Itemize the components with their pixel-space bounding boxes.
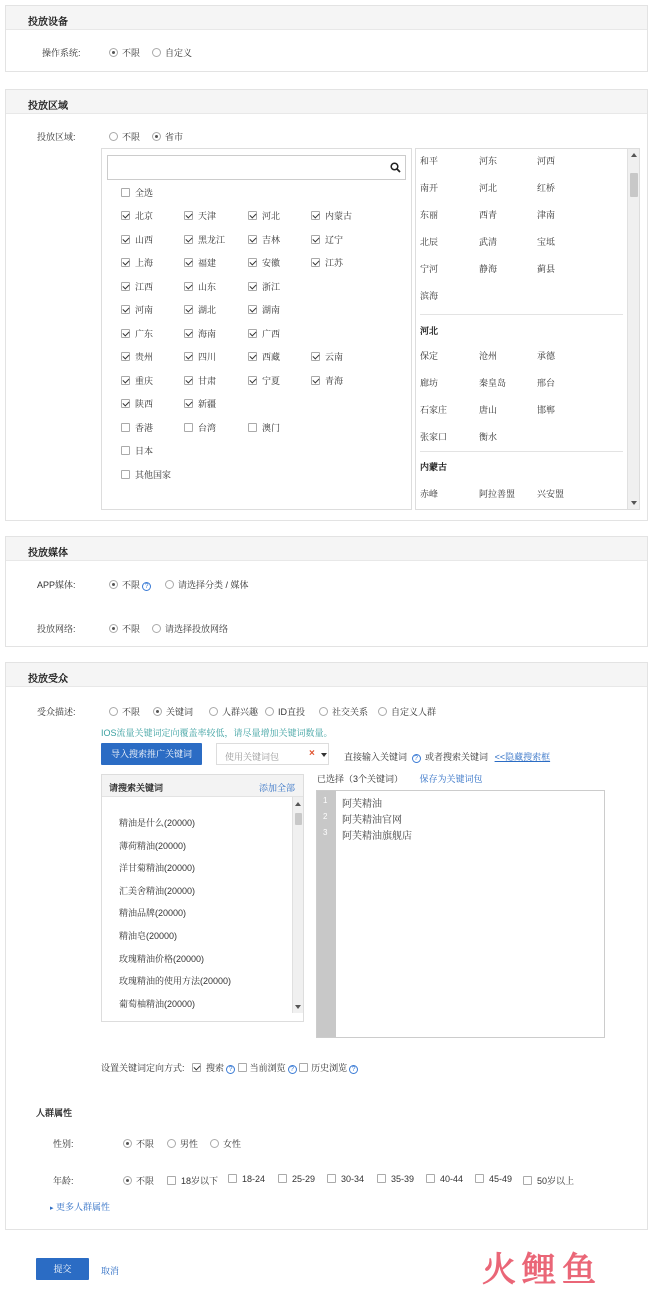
province-checkbox[interactable]: 福建 <box>184 256 216 269</box>
city-scroll-thumb[interactable] <box>630 173 638 197</box>
app-option-unlimited[interactable]: 不限 ? <box>109 578 151 591</box>
gender-option[interactable]: 男性 <box>167 1137 198 1150</box>
age-option[interactable]: 30-34 <box>327 1174 364 1184</box>
select-all[interactable]: 全选 <box>121 186 153 199</box>
gender-label: 性别: <box>53 1139 74 1149</box>
more-attrs-link[interactable]: ▸ 更多人群属性 <box>50 1202 111 1212</box>
age-option[interactable]: 18-24 <box>228 1174 265 1184</box>
province-checkbox[interactable]: 海南 <box>184 327 216 340</box>
audience-option[interactable]: 自定义人群 <box>378 705 436 718</box>
province-checkbox[interactable]: 澳门 <box>248 421 280 434</box>
cancel-link[interactable]: 取消 <box>101 1266 120 1276</box>
keyword-item[interactable]: 玫瑰精油的使用方法(20000) <box>119 976 232 987</box>
city-item[interactable]: 河西 <box>537 156 556 166</box>
city-group-title: 河北 <box>420 326 439 336</box>
city-item[interactable]: 兴安盟 <box>537 489 565 499</box>
os-option-custom[interactable]: 自定义 <box>152 46 192 59</box>
province-checkbox[interactable]: 河北 <box>248 209 280 222</box>
keyword-pack-select[interactable] <box>216 743 329 765</box>
city-box <box>415 148 640 510</box>
keyword-scroll-thumb[interactable] <box>295 813 302 825</box>
keyword-scrollbar[interactable] <box>292 797 303 1013</box>
city-item[interactable]: 邯郸 <box>537 405 556 415</box>
province-checkbox[interactable]: 内蒙古 <box>311 209 352 222</box>
keyword-panel-header <box>102 775 303 797</box>
hide-search-link[interactable]: <<隐藏搜索框 <box>494 752 551 762</box>
radio-icon <box>152 132 161 141</box>
device-section <box>5 5 648 72</box>
province-checkbox[interactable]: 甘肃 <box>184 374 216 387</box>
city-scrollbar[interactable] <box>627 149 639 509</box>
city-item[interactable]: 沧州 <box>479 351 498 361</box>
province-box <box>101 148 412 510</box>
city-item[interactable]: 衡水 <box>479 432 498 442</box>
city-item[interactable]: 红桥 <box>537 183 556 193</box>
keyword-search-panel <box>101 774 304 1022</box>
province-checkbox[interactable]: 云南 <box>311 350 343 363</box>
help-icon[interactable]: ? <box>288 1065 297 1074</box>
radio-icon <box>109 624 118 633</box>
city-item[interactable]: 赤峰 <box>420 489 439 499</box>
age-option[interactable]: 35-39 <box>377 1174 414 1184</box>
radio-icon <box>152 48 161 57</box>
mode-search[interactable]: 搜索 ? <box>192 1063 235 1073</box>
net-option-unlimited[interactable]: 不限 <box>109 622 140 635</box>
province-checkbox[interactable]: 青海 <box>311 374 343 387</box>
province-checkbox[interactable]: 上海 <box>121 256 153 269</box>
selected-keyword[interactable]: 阿芙精油旗舰店 <box>342 831 412 842</box>
keyword-mode-row <box>101 1061 358 1074</box>
age-option[interactable]: 不限 <box>123 1174 154 1187</box>
divider <box>420 314 623 315</box>
city-item[interactable]: 邢台 <box>537 378 556 388</box>
radio-icon <box>152 624 161 633</box>
city-item[interactable]: 和平 <box>420 156 439 166</box>
province-checkbox[interactable]: 江西 <box>121 280 153 293</box>
line-number: 1 <box>323 796 328 805</box>
selected-title: 已选择（3个关键词） <box>317 774 404 784</box>
region-section-title: 投放区域 <box>6 90 647 114</box>
city-group-title: 内蒙古 <box>420 462 448 472</box>
province-checkbox[interactable]: 安徽 <box>248 256 280 269</box>
city-item[interactable]: 河东 <box>479 156 498 166</box>
city-item[interactable]: 西青 <box>479 210 498 220</box>
clear-icon[interactable]: × <box>309 748 315 759</box>
audience-option[interactable]: 社交关系 <box>319 705 368 718</box>
keyword-item[interactable]: 薄荷精油(20000) <box>119 840 187 851</box>
province-checkbox[interactable]: 辽宁 <box>311 233 343 246</box>
province-checkbox[interactable]: 贵州 <box>121 350 153 363</box>
city-item[interactable]: 宝坻 <box>537 237 556 247</box>
province-checkbox[interactable]: 山东 <box>184 280 216 293</box>
city-item[interactable]: 廊坊 <box>420 378 439 388</box>
keyword-panel-title: 请搜索关键词 <box>109 783 164 793</box>
province-checkbox[interactable]: 山西 <box>121 233 153 246</box>
city-item[interactable]: 河北 <box>479 183 498 193</box>
province-checkbox[interactable]: 四川 <box>184 350 216 363</box>
city-item[interactable]: 津南 <box>537 210 556 220</box>
city-item[interactable]: 石家庄 <box>420 405 448 415</box>
mode-current[interactable]: 当前浏览 ? <box>238 1063 297 1073</box>
province-checkbox[interactable]: 日本 <box>121 444 153 457</box>
mode-label: 设置关键词定向方式: <box>101 1063 185 1073</box>
province-checkbox[interactable]: 广东 <box>121 327 153 340</box>
age-option[interactable]: 50岁以上 <box>523 1174 574 1187</box>
audience-section <box>5 662 648 1230</box>
region-label: 投放区域: <box>37 132 76 142</box>
age-label: 年龄: <box>53 1176 74 1186</box>
import-keywords-button[interactable]: 导入搜索推广关键词 <box>101 743 202 765</box>
province-checkbox[interactable]: 吉林 <box>248 233 280 246</box>
province-checkbox[interactable]: 湖南 <box>248 303 280 316</box>
media-section <box>5 536 648 647</box>
submit-button[interactable]: 提交 <box>36 1258 89 1280</box>
province-checkbox[interactable]: 宁夏 <box>248 374 280 387</box>
watermark-logo: 火鲤鱼 <box>482 1250 602 1290</box>
chevron-down-icon[interactable] <box>321 753 327 757</box>
triangle-right-icon: ▸ <box>50 1205 54 1212</box>
city-item[interactable]: 宁河 <box>420 264 439 274</box>
audience-option[interactable]: 不限 <box>109 705 140 718</box>
keyword-item[interactable]: 玫瑰精油价格(20000) <box>119 953 205 964</box>
region-section <box>5 89 648 521</box>
selected-header <box>317 772 483 785</box>
mode-history[interactable]: 历史浏览 ? <box>299 1063 358 1073</box>
age-option[interactable]: 18岁以下 <box>167 1174 218 1187</box>
selected-keyword[interactable]: 阿芙精油 <box>342 799 382 810</box>
scroll-down-icon[interactable] <box>295 1005 301 1009</box>
province-checkbox[interactable]: 河南 <box>121 303 153 316</box>
app-option-select[interactable]: 请选择分类 / 媒体 <box>165 578 249 591</box>
province-checkbox[interactable]: 江苏 <box>311 256 343 269</box>
radio-icon <box>109 580 118 589</box>
province-checkbox[interactable]: 重庆 <box>121 374 153 387</box>
city-item[interactable]: 北辰 <box>420 237 439 247</box>
keyword-item[interactable]: 精油皂(20000) <box>119 931 178 941</box>
help-icon[interactable]: ? <box>142 582 151 591</box>
keyword-input-hint: 直接输入关键词 ? 或者搜索关键词 <<隐藏搜索框 <box>344 752 551 762</box>
selected-keywords-editor[interactable] <box>316 790 605 1038</box>
ios-notice: IOS流量关键词定向覆盖率较低，请尽量增加关键词数量。 <box>101 728 333 738</box>
province-search-input[interactable] <box>107 155 406 180</box>
city-item[interactable]: 武清 <box>479 237 498 247</box>
city-item[interactable]: 承德 <box>537 351 556 361</box>
os-label: 操作系统: <box>42 48 81 58</box>
media-section-title: 投放媒体 <box>6 537 647 561</box>
city-item[interactable]: 保定 <box>420 351 439 361</box>
help-icon[interactable]: ? <box>412 754 421 763</box>
keyword-item[interactable]: 精油品牌(20000) <box>119 908 187 919</box>
province-checkbox[interactable]: 湖北 <box>184 303 216 316</box>
save-pack-link[interactable]: 保存为关键词包 <box>419 774 483 784</box>
keyword-item[interactable]: 葡萄柚精油(20000) <box>119 998 196 1009</box>
audience-section-title: 投放受众 <box>6 663 647 687</box>
city-item[interactable]: 唐山 <box>479 405 498 415</box>
scroll-up-icon[interactable] <box>631 153 637 157</box>
province-checkbox[interactable]: 新疆 <box>184 397 216 410</box>
scroll-up-icon[interactable] <box>295 802 301 806</box>
line-number: 3 <box>323 828 328 837</box>
help-icon[interactable]: ? <box>226 1065 235 1074</box>
selected-keyword[interactable]: 阿芙精油官网 <box>342 815 402 826</box>
audience-label: 受众描述: <box>37 707 76 717</box>
province-checkbox[interactable]: 陕西 <box>121 397 153 410</box>
province-checkbox[interactable]: 北京 <box>121 209 153 222</box>
province-checkbox[interactable]: 天津 <box>184 209 216 222</box>
keyword-item[interactable]: 汇美舍精油(20000) <box>119 885 196 896</box>
radio-icon <box>109 48 118 57</box>
city-item[interactable]: 张家口 <box>420 432 448 442</box>
city-item[interactable]: 秦皇岛 <box>479 378 507 388</box>
city-item[interactable]: 滨海 <box>420 291 439 301</box>
scroll-down-icon[interactable] <box>631 501 637 505</box>
audience-option[interactable]: 人群兴趣 <box>209 705 258 718</box>
city-item[interactable]: 南开 <box>420 183 439 193</box>
province-checkbox[interactable]: 其他国家 <box>121 468 171 481</box>
audience-option[interactable]: 关键词 <box>153 705 193 718</box>
age-option[interactable]: 25-29 <box>278 1174 315 1184</box>
net-option-select[interactable]: 请选择投放网络 <box>152 622 228 635</box>
province-checkbox[interactable]: 香港 <box>121 421 153 434</box>
keyword-item[interactable]: 洋甘菊精油(20000) <box>119 863 196 874</box>
keyword-item[interactable]: 精油是什么(20000) <box>119 818 196 828</box>
radio-icon <box>165 580 174 589</box>
help-icon[interactable]: ? <box>349 1065 358 1074</box>
province-checkbox[interactable]: 浙江 <box>248 280 280 293</box>
audience-option[interactable]: ID直投 <box>265 705 305 718</box>
add-all-link[interactable]: 添加全部 <box>258 783 295 793</box>
province-checkbox[interactable]: 广西 <box>248 327 280 340</box>
province-checkbox[interactable]: 黑龙江 <box>184 233 225 246</box>
network-label: 投放网络: <box>37 624 76 634</box>
divider <box>420 451 623 452</box>
crowd-attr-title: 人群属性 <box>36 1108 73 1118</box>
city-item[interactable]: 东丽 <box>420 210 439 220</box>
gender-option[interactable]: 女性 <box>210 1137 241 1150</box>
province-checkbox[interactable]: 台湾 <box>184 421 216 434</box>
region-option-province[interactable]: 省市 <box>152 130 183 143</box>
search-icon[interactable] <box>390 162 401 173</box>
age-option[interactable]: 40-44 <box>426 1174 463 1184</box>
province-checkbox[interactable]: 西藏 <box>248 350 280 363</box>
city-item[interactable]: 阿拉善盟 <box>479 489 516 499</box>
keyword-pack-placeholder: 使用关键词包 <box>225 752 280 762</box>
age-option[interactable]: 45-49 <box>475 1174 512 1184</box>
os-option-unlimited[interactable]: 不限 <box>109 46 140 59</box>
region-option-unlimited[interactable]: 不限 <box>109 130 140 143</box>
city-item[interactable]: 蓟县 <box>537 264 556 274</box>
gender-option[interactable]: 不限 <box>123 1137 154 1150</box>
city-item[interactable]: 静海 <box>479 264 498 274</box>
line-number: 2 <box>323 812 328 821</box>
radio-icon <box>109 132 118 141</box>
device-section-title: 投放设备 <box>6 6 647 30</box>
app-media-label: APP媒体: <box>37 580 76 590</box>
